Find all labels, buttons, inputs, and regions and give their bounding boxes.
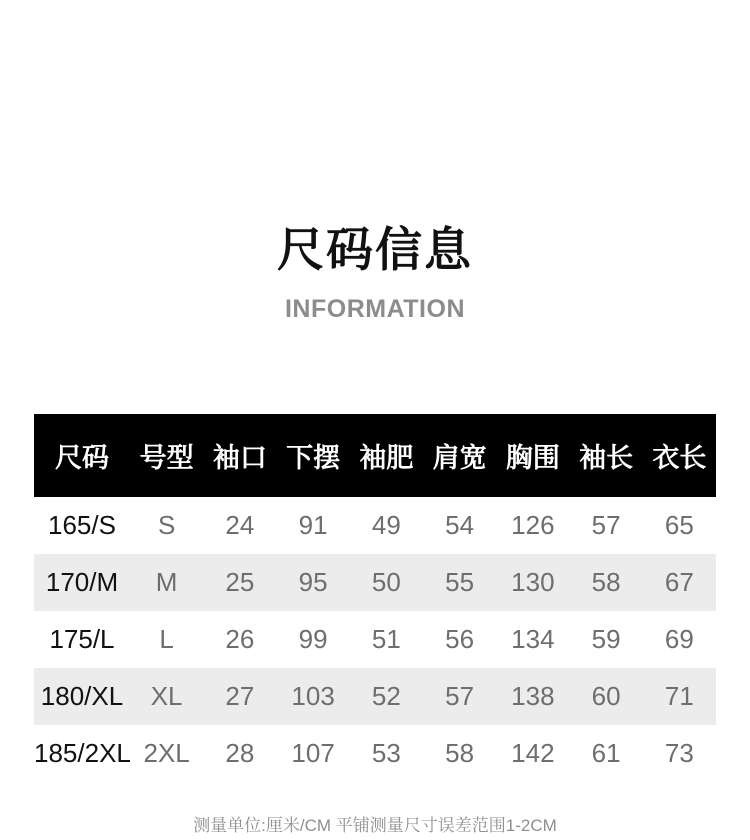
table-row-180xl bbox=[34, 668, 716, 725]
header-size: 尺码 bbox=[55, 443, 109, 473]
cell-sleeve-width: 49 bbox=[371, 510, 401, 540]
cell-sleeve-length: 59 bbox=[591, 624, 621, 654]
page-title: 尺码信息 bbox=[277, 223, 473, 276]
cell-model: XL bbox=[150, 681, 183, 711]
table-row-175l bbox=[34, 611, 716, 668]
cell-chest: 142 bbox=[511, 738, 555, 768]
cell-garment-length: 73 bbox=[664, 738, 694, 768]
cell-sleeve-length: 60 bbox=[591, 681, 621, 711]
header-chest: 胸围 bbox=[505, 443, 560, 473]
cell-shoulder: 54 bbox=[445, 510, 475, 540]
cell-size: 180/XL bbox=[40, 681, 124, 711]
header-sleeve-length: 袖长 bbox=[579, 443, 634, 473]
cell-chest: 126 bbox=[511, 510, 555, 540]
cell-shoulder: 55 bbox=[445, 567, 475, 597]
cell-hem: 103 bbox=[291, 681, 335, 711]
cell-size: 165/S bbox=[48, 510, 116, 540]
cell-sleeve-width: 53 bbox=[371, 738, 401, 768]
cell-hem: 99 bbox=[298, 624, 328, 654]
header-garment-length: 衣长 bbox=[652, 443, 707, 473]
header-model-type: 号型 bbox=[139, 443, 194, 473]
cell-hem: 107 bbox=[291, 738, 335, 768]
cell-chest: 130 bbox=[511, 567, 555, 597]
header-shoulder-width: 肩宽 bbox=[432, 443, 487, 473]
cell-chest: 134 bbox=[511, 624, 555, 654]
cell-garment-length: 69 bbox=[664, 624, 694, 654]
cell-garment-length: 65 bbox=[664, 510, 694, 540]
cell-sleeve-length: 58 bbox=[591, 567, 621, 597]
cell-garment-length: 71 bbox=[664, 681, 694, 711]
cell-cuff: 27 bbox=[225, 681, 255, 711]
cell-sleeve-length: 57 bbox=[591, 510, 621, 540]
table-row-170m bbox=[34, 554, 716, 611]
cell-hem: 91 bbox=[298, 510, 328, 540]
cell-cuff: 28 bbox=[225, 738, 255, 768]
cell-size: 175/L bbox=[49, 624, 115, 654]
header-hem: 下摆 bbox=[286, 443, 341, 473]
cell-model: 2XL bbox=[143, 738, 190, 768]
cell-shoulder: 58 bbox=[445, 738, 475, 768]
cell-sleeve-width: 50 bbox=[371, 567, 401, 597]
cell-shoulder: 56 bbox=[445, 624, 475, 654]
table-row-185-2xl bbox=[34, 725, 716, 782]
cell-sleeve-width: 51 bbox=[371, 624, 401, 654]
header-cuff: 袖口 bbox=[212, 443, 267, 473]
cell-model: S bbox=[157, 510, 176, 540]
page-subtitle: INFORMATION bbox=[284, 295, 465, 323]
cell-hem: 95 bbox=[298, 567, 328, 597]
cell-model: L bbox=[159, 624, 174, 654]
cell-size: 170/M bbox=[45, 567, 119, 597]
size-table-header-row bbox=[34, 414, 716, 497]
measurement-note: 测量单位:厘米/CM 平铺测量尺寸误差范围1-2CM bbox=[193, 816, 557, 835]
cell-cuff: 25 bbox=[225, 567, 255, 597]
cell-sleeve-length: 61 bbox=[591, 738, 621, 768]
header-sleeve-width: 袖肥 bbox=[359, 443, 414, 473]
table-row-165s bbox=[34, 497, 716, 554]
cell-chest: 138 bbox=[511, 681, 555, 711]
cell-garment-length: 67 bbox=[664, 567, 694, 597]
cell-sleeve-width: 52 bbox=[371, 681, 401, 711]
cell-cuff: 26 bbox=[225, 624, 255, 654]
cell-model: M bbox=[155, 567, 178, 597]
cell-size: 185/2XL bbox=[34, 738, 131, 768]
cell-shoulder: 57 bbox=[445, 681, 475, 711]
cell-cuff: 24 bbox=[225, 510, 255, 540]
size-table bbox=[34, 414, 716, 782]
